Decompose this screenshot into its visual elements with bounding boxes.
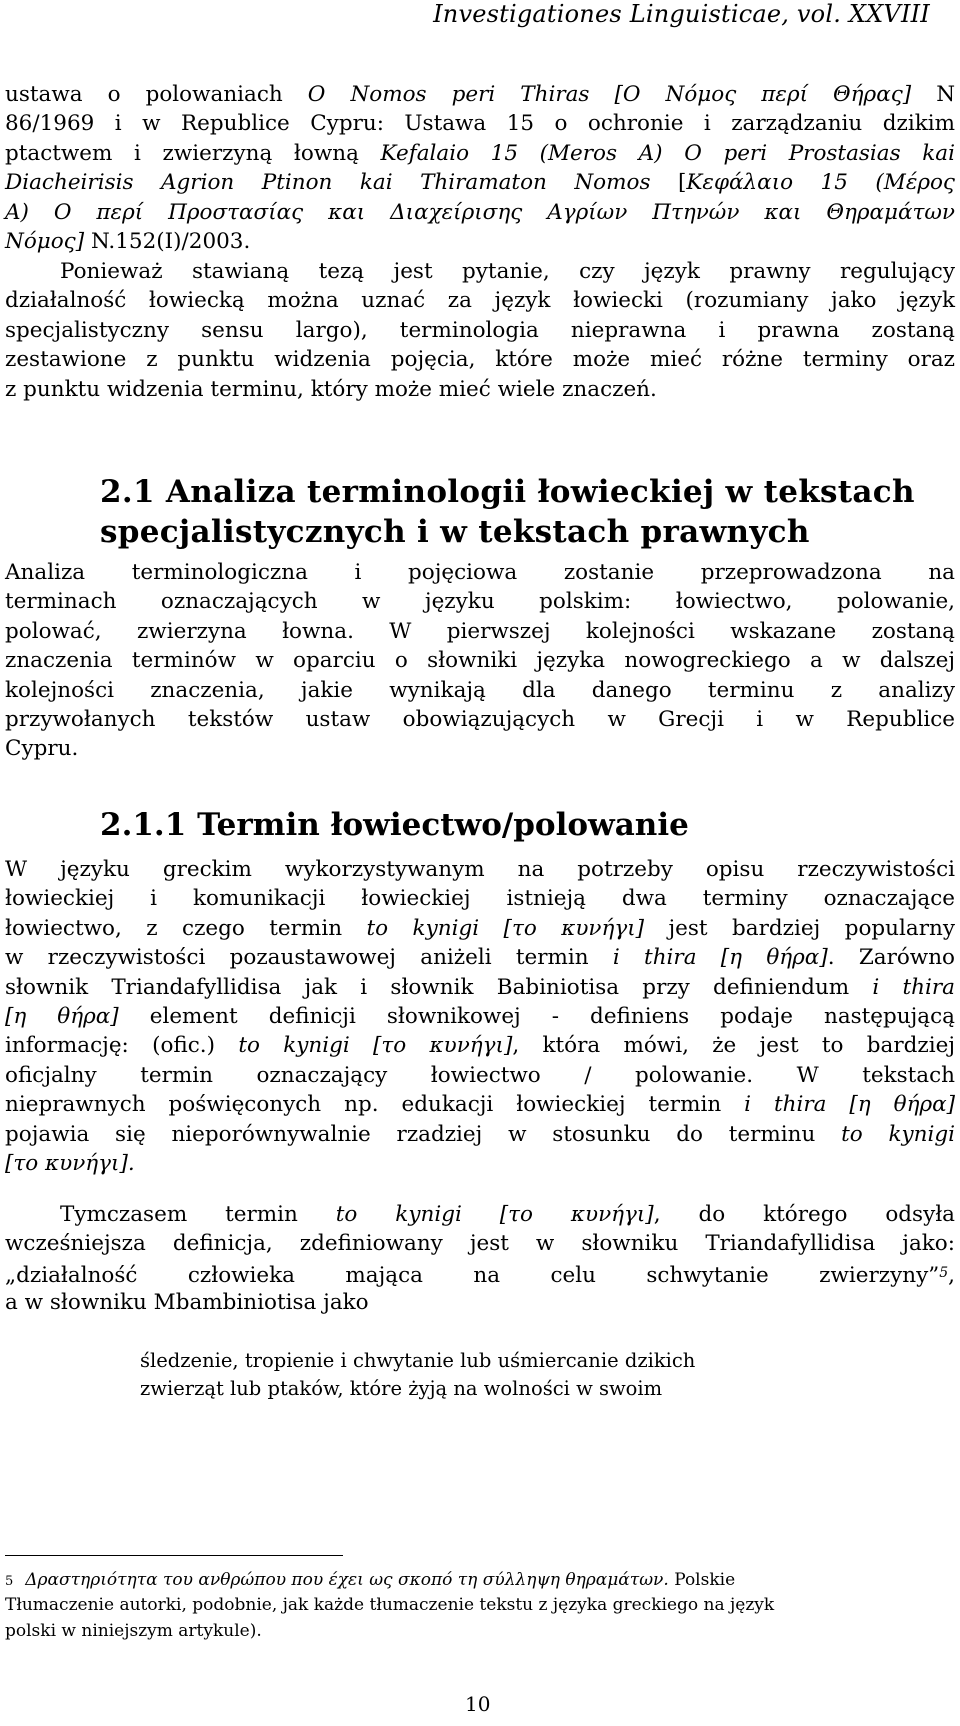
text-line: W języku greckim wykorzystywanym na potrzeby opisu rzeczywistości: [5, 857, 955, 882]
text-run: „działalność człowieka mająca na celu schwytanie zwierzyny”: [5, 1262, 940, 1288]
footnote: [5, 1568, 955, 1644]
text-line: [5, 1002, 955, 1031]
text-run: Polskie: [668, 1570, 736, 1590]
text-line: [5, 198, 955, 227]
text-line: [5, 139, 955, 168]
text-run: nieprawnych poświęconych np. edukacji łowieckiej termin: [5, 1092, 745, 1118]
text-line: Analiza terminologiczna i pojęciowa zostanie przeprowadzona na: [5, 560, 955, 585]
italic-run: to kynigi [το κυνήγι]: [335, 1202, 654, 1227]
text-run: , do którego odsyła: [653, 1202, 956, 1227]
text-line: a w słowniku Mbambiniotisa jako: [5, 1290, 369, 1316]
text-line: zwierząt lub ptaków, które żyją na wolności w swoim: [140, 1376, 663, 1400]
section-heading-2-1: [100, 472, 950, 552]
text-line: [5, 1031, 955, 1060]
block-quote: [140, 1347, 830, 1402]
text-line: oficjalny termin oznaczający łowiectwo / polowanie. W tekstach: [5, 1062, 955, 1088]
text-line: [5, 1149, 955, 1178]
page-number: 10: [465, 1692, 491, 1716]
text-run: łowiectwo, z czego termin: [5, 915, 367, 941]
italic-run: N.152(I)/2003.: [84, 228, 251, 254]
text-line: specjalistyczny sensu largo), terminologia nieprawna i prawna zostaną: [5, 317, 955, 343]
paragraph-term-lowiectwo: [5, 855, 955, 1178]
text-line: przywołanych tekstów ustaw obowiązujących w Grecji i w Republice: [5, 706, 955, 732]
italic-run: Kefalaio 15 (Meros A) O peri Prostasias kai: [380, 140, 956, 166]
text-line: [5, 1090, 955, 1119]
text-line: [5, 914, 955, 943]
italic-run: Νόμος]: [5, 228, 85, 254]
text-line: Cypru.: [5, 736, 79, 762]
text-run: , która mówi, że jest to bardziej: [512, 1033, 956, 1059]
paragraph-legal-citation: [5, 80, 955, 256]
text-run: pojawia się nieporównywalnie rzadziej w stosunku do terminu: [5, 1121, 842, 1147]
italic-run: Κεφάλαιο 15 (Μέρος: [686, 170, 955, 196]
text-line: Tłumaczenie autorki, podobnie, jak każde tłumaczenie tekstu z języka greckiego na język: [5, 1595, 775, 1616]
text-run: . Zarówno: [827, 945, 956, 971]
italic-run: [το κυνήγι].: [5, 1150, 135, 1176]
italic-run: to kynigi: [841, 1121, 955, 1147]
running-head: Investigationes Linguisticae, vol. XXVIII: [433, 0, 930, 28]
text-line: Ponieważ stawianą tezą jest pytanie, czy język prawny regulujący: [60, 259, 955, 284]
heading-line: 2.1 Analiza terminologii łowieckiej w tekstach: [100, 474, 915, 510]
footnote-separator: [5, 1555, 343, 1556]
italic-run: i thira: [872, 974, 955, 1000]
italic-run: i thira [η θήρα]: [612, 945, 828, 971]
text-line: znaczenia terminów w oparciu o słowniki języka nowogreckiego a w dalszej: [5, 648, 955, 674]
text-run: [: [650, 170, 687, 196]
text-line: polować, zwierzyna łowna. W pierwszej kolejności wskazane zostaną: [5, 618, 955, 644]
footnote-mark: 5: [5, 1574, 14, 1589]
text-line: działalność łowiecką można uznać za język łowiecki (rozumiany jako język: [5, 288, 955, 314]
text-line: z punktu widzenia terminu, który może mieć wiele znaczeń.: [5, 376, 657, 402]
text-line: terminach oznaczających w języku polskim: łowiectwo, polowanie,: [5, 589, 955, 615]
text-run: słownik Triandafyllidisa jak i słownik Babiniotisa przy definiendum: [5, 974, 873, 1000]
text-line: [5, 80, 955, 109]
text-run: Tymczasem termin: [60, 1202, 336, 1227]
paragraph-analysis: [5, 558, 955, 764]
text-line: [5, 973, 955, 1002]
text-line: [5, 943, 955, 972]
italic-run: O Nomos peri Thiras [Ο Νόμος περί Θήρας]: [307, 82, 912, 107]
text-run: ptactwem i zwierzyną łowną: [5, 140, 381, 166]
text-line: [5, 1120, 955, 1149]
italic-run: Δραστηριότητα του ανθρώπου που έχει ως σκοπό τη σύλληψη θηραμάτων.: [25, 1570, 669, 1590]
italic-run: to kynigi [το κυνήγι]: [238, 1033, 513, 1059]
text-line: łowieckiej i komunikacji łowieckiej istnieją dwa terminy oznaczające: [5, 886, 955, 912]
text-line: kolejności znaczenia, jakie wynikają dla danego terminu z analizy: [5, 677, 955, 703]
text-line: [5, 1200, 955, 1229]
text-line: polski w niniejszym artykule).: [5, 1620, 262, 1641]
heading-line: specjalistycznych i w tekstach prawnych: [100, 514, 810, 550]
text-run: w rzeczywistości pozaustawowej aniżeli termin: [5, 945, 613, 971]
text-line: śledzenie, tropienie i chwytanie lub uśmiercanie dzikich: [140, 1349, 696, 1372]
text-run: informację: (ofic.): [5, 1033, 239, 1059]
italic-run: Α) Ο περί Προστασίας και Διαχείρισης Αγρίων Πτηνών και Θηραμάτων: [5, 199, 955, 225]
text-run: ,: [948, 1262, 955, 1288]
italic-run: to kynigi [το κυνήγι]: [366, 915, 645, 941]
paragraph-thesis: [5, 257, 955, 404]
text-line: [5, 227, 955, 256]
text-line: [5, 1568, 955, 1593]
footnote-reference: 5: [939, 1264, 949, 1281]
text-run: element definicji słownikowej - definiens podaje następującą: [118, 1003, 955, 1029]
text-line: wcześniejsza definicja, zdefiniowany jest w słowniku Triandafyllidisa jako:: [5, 1231, 955, 1257]
text-line: zestawione z punktu widzenia pojęcia, które może mieć różne terminy oraz: [5, 347, 955, 373]
text-run: N: [911, 82, 956, 107]
italic-run: i thira [η θήρα]: [744, 1092, 955, 1118]
text-line: 86/1969 i w Republice Cypru: Ustawa 15 o ochronie i zarządzaniu dzikim: [5, 111, 955, 137]
italic-run: [η θήρα]: [5, 1003, 119, 1029]
text-run: jest bardziej popularny: [644, 915, 955, 941]
italic-run: Diacheirisis Agrion Ptinon kai Thiramaton Nomos: [5, 170, 651, 196]
section-heading-2-1-1: 2.1.1 Termin łowiectwo/polowanie: [100, 807, 689, 843]
text-run: ustawa o polowaniach: [5, 82, 308, 107]
text-line: [5, 168, 955, 197]
text-line: [5, 1259, 955, 1288]
paragraph-definition: [5, 1200, 955, 1318]
